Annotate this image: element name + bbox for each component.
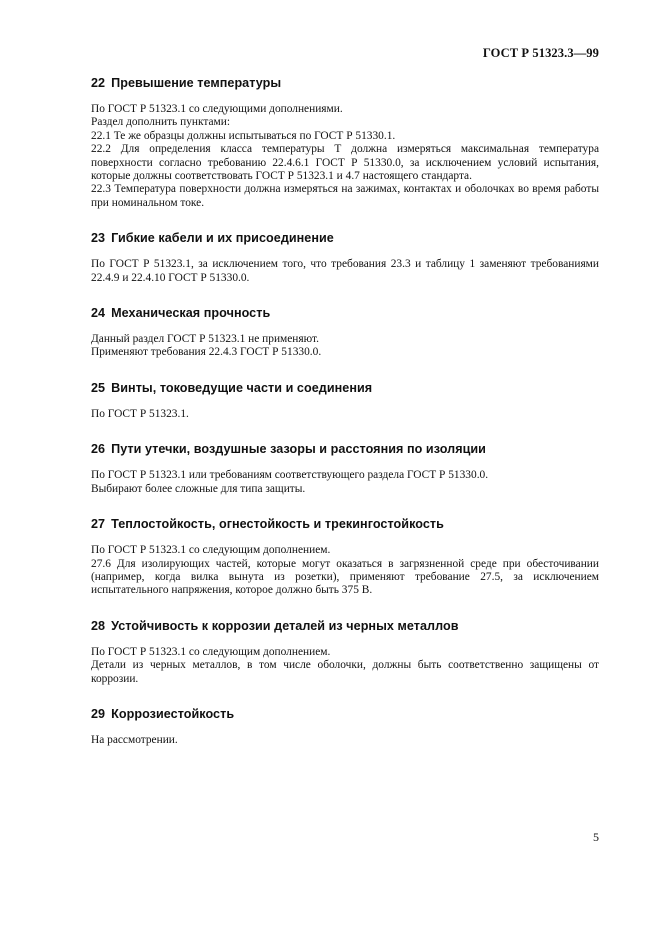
paragraph: По ГОСТ Р 51323.1 или требованиям соответствующего раздела ГОСТ Р 51330.0. [91,469,489,482]
section-number: 25 [91,380,106,395]
section-heading [91,707,599,721]
section-heading [91,231,599,245]
paragraph: По ГОСТ Р 51323.1 со следующим дополнением. [91,544,331,557]
paragraph: 27.6 Для изолирующих частей, которые могут оказаться в загрязненной среде при обесточивании (например, когда вилка вынута из розетки), применяют требование 27.5, за исключением испытательного напряжения, которое должно быть 375 В. [91,557,599,597]
paragraph: Детали из черных металлов, в том числе оболочки, должны быть соответственно защищены от коррозии. [91,659,599,685]
section-title: Коррозиестойкость [111,706,235,721]
section-title: Устойчивость к коррозии деталей из черных металлов [111,618,459,633]
section-number: 24 [91,306,106,321]
section-26 [91,442,599,496]
section-number: 22 [91,76,106,90]
section-27 [91,517,599,598]
section-title: Теплостойкость, огнестойкость и трекингостойкость [111,517,444,532]
section-heading [91,381,599,395]
section-24 [91,306,599,360]
page-number: 5 [593,830,599,844]
section-25 [91,381,599,421]
section-title: Механическая прочность [111,306,271,321]
section-number: 28 [91,618,106,633]
paragraph: 22.3 Температура поверхности должна измеряться на зажимах, контактах и оболочках во время работы при номинальном токе. [91,183,599,209]
section-title: Винты, токоведущие части и соединения [111,380,373,395]
section-29 [91,707,599,747]
section-title: Гибкие кабели и их присоединение [111,231,334,246]
paragraph: По ГОСТ Р 51323.1 со следующими дополнениями. [91,103,343,115]
paragraph: По ГОСТ Р 51323.1 со следующим дополнением. [91,645,331,658]
section-number: 27 [91,517,106,532]
section-title: Пути утечки, воздушные зазоры и расстояния по изоляции [111,442,486,457]
section-title: Превышение температуры [111,76,282,90]
section-heading [91,76,599,90]
section-number: 26 [91,442,106,457]
section-22 [91,76,599,210]
section-28 [91,619,599,686]
section-number: 23 [91,231,106,246]
paragraph: Применяют требования 22.4.3 ГОСТ Р 51330.0. [91,346,322,359]
section-heading [91,442,599,456]
section-23 [91,231,599,285]
paragraph: На рассмотрении. [91,733,178,746]
paragraph: 22.2 Для определения класса температуры Т должна измеряться максимальная температура поверхности согласно требованию 22.4.6.1 ГОСТ Р 51330.0, за исключением условий испытания, которые должны соответствовать ГОСТ Р 51323.1 и 4.7 настоящего стандарта. [91,143,599,183]
paragraph: По ГОСТ Р 51323.1. [91,407,189,420]
paragraph: Данный раздел ГОСТ Р 51323.1 не применяют. [91,333,319,346]
paragraph: 22.1 Те же образцы должны испытываться по ГОСТ Р 51330.1. [91,129,396,142]
section-heading [91,306,599,320]
document-code: ГОСТ Р 51323.3—99 [482,46,599,60]
section-heading [91,619,599,633]
section-number: 29 [91,706,106,721]
paragraph: Раздел дополнить пунктами: [91,116,231,129]
document-body [91,76,599,768]
paragraph: Выбирают более сложные для типа защиты. [91,482,306,495]
paragraph: По ГОСТ Р 51323.1, за исключением того, что требования 23.3 и таблицу 1 заменяют требованиями 22.4.9 и 22.4.10 ГОСТ Р 51330.0. [91,258,599,284]
section-heading [91,517,599,531]
